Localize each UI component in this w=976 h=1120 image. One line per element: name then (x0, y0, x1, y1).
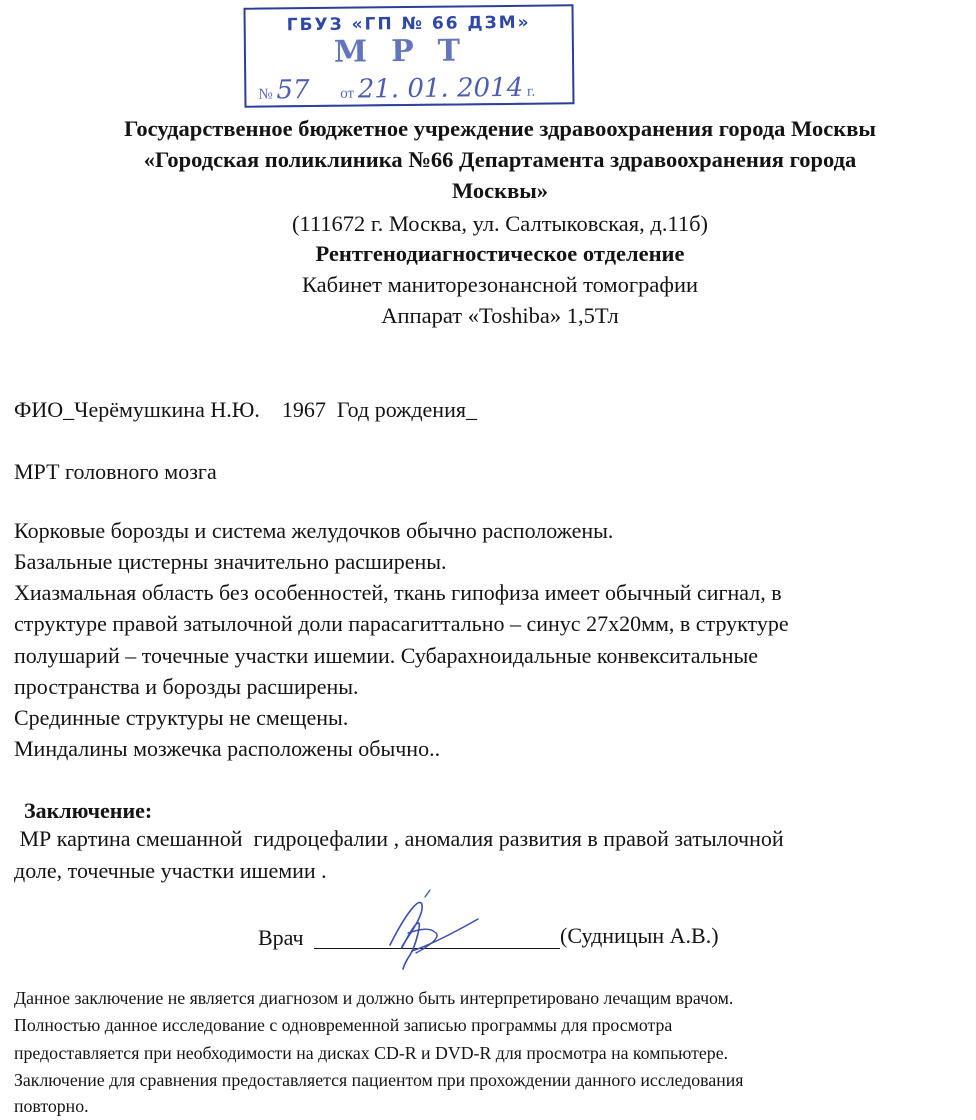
finding-line: Корковые борозды и система желудочков обычно расположены. (14, 518, 614, 543)
registration-stamp (243, 4, 574, 107)
stamp-date-suffix: г. (526, 83, 536, 100)
finding-line: Базальные цистерны значительно расширены. (14, 549, 447, 574)
finding-line: структуре правой затылочной доли парасагиттально – синус 27х20мм, в структуре (14, 611, 789, 636)
conclusion-line: доле, точечные участки ишемии . (14, 858, 327, 883)
stamp-number-value: 57 (276, 75, 310, 106)
org-name-line-3: Москвы» (451, 178, 549, 203)
org-address: (111672 г. Москва, ул. Салтыковская, д.11б) (291, 211, 709, 236)
finding-line: Срединные структуры не смещены. (14, 705, 349, 730)
stamp-number-prefix: № (258, 86, 273, 103)
stamp-date-prefix: от (340, 85, 355, 102)
doctor-name: (Судницын А.В.) (560, 923, 719, 948)
stamp-dept: МРТ (333, 33, 485, 70)
patient-line: ФИО_Черёмушкина Н.Ю. 1967 Год рождения_ (14, 397, 477, 422)
device-name: Аппарат «Toshiba» 1,5Тл (381, 303, 619, 328)
doctor-signature (350, 885, 480, 975)
disclaimer-line: Данное заключение не является диагнозом и должно быть интерпретировано лечащим врачом. (14, 988, 734, 1008)
stamp-number-date (258, 73, 535, 107)
department-name: Рентгенодиагностическое отделение (315, 241, 685, 266)
study-title: МРТ головного мозга (14, 459, 217, 484)
conclusion-heading: Заключение: (24, 798, 153, 823)
disclaimer-line: Полностью данное исследование с одновременной записью программы для просмотра (14, 1015, 673, 1035)
stamp-org: ГБУЗ «ГП № 66 ДЗМ» (286, 12, 531, 36)
org-name-line-2: «Городская поликлиника №66 Департамента здравоохранения города (143, 147, 857, 172)
conclusion-line: МР картина смешанной гидроцефалии , аномалия развития в правой затылочной (14, 826, 784, 851)
disclaimer-line: Заключение для сравнения предоставляется пациентом при прохождении данного исследования (14, 1070, 744, 1090)
finding-line: Хиазмальная область без особенностей, ткань гипофиза имеет обычный сигнал, в (14, 580, 782, 605)
cabinet-name: Кабинет маниторезонансной томографии (301, 272, 699, 297)
doctor-label: Врач (258, 925, 304, 950)
finding-line: Миндалины мозжечка расположены обычно.. (14, 736, 441, 761)
stamp-date-value: 21. 01. 2014 (357, 72, 524, 105)
disclaimer-line: повторно. (14, 1096, 89, 1116)
finding-line: полушарий – точечные участки ишемии. Субарахноидальные конвекситальные (14, 643, 759, 668)
disclaimer-line: предоставляется при необходимости на дисках CD-R и DVD-R для просмотра на компьютере. (14, 1043, 729, 1063)
org-name-line-1: Государственное бюджетное учреждение здравоохранения города Москвы (124, 116, 876, 141)
finding-line: пространства и борозды расширены. (14, 674, 359, 699)
